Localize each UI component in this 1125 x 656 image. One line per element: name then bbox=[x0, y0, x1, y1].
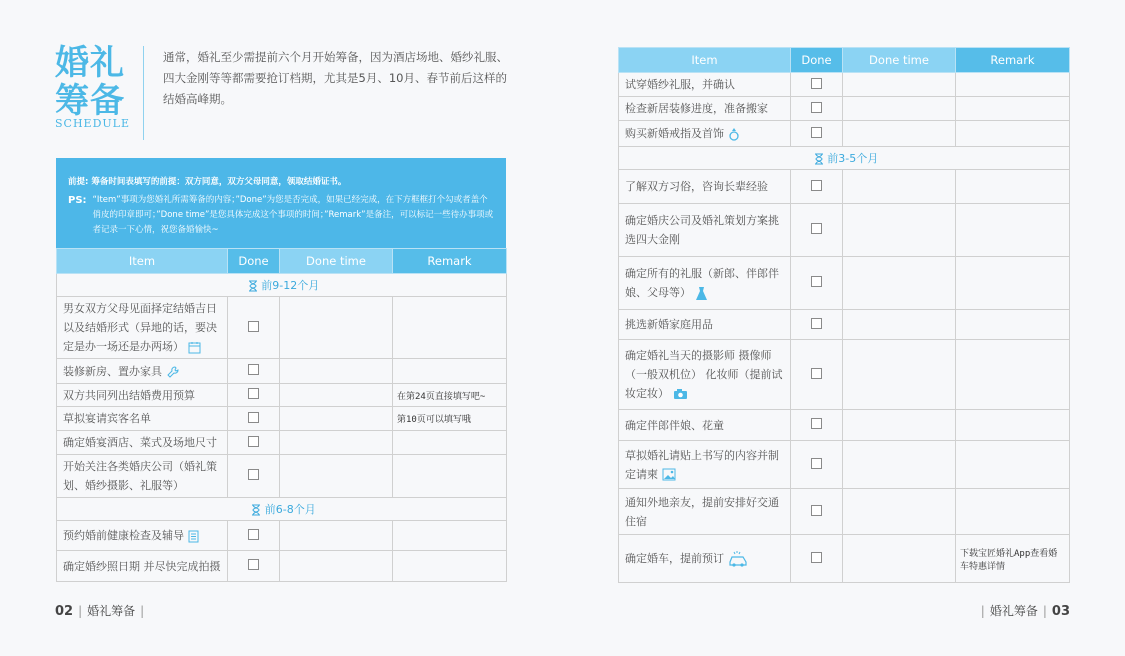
hourglass-icon bbox=[814, 153, 824, 165]
table-row bbox=[619, 410, 1070, 441]
item-text: 确定婚纱照日期 并尽快完成拍摄 bbox=[63, 559, 221, 573]
remark-cell[interactable] bbox=[956, 410, 1070, 441]
done-cell bbox=[791, 121, 843, 147]
item-cell bbox=[619, 121, 791, 147]
done-time-cell[interactable] bbox=[280, 551, 393, 582]
item-cell bbox=[619, 310, 791, 340]
remark-cell[interactable] bbox=[956, 489, 1070, 535]
hourglass-icon bbox=[248, 280, 258, 292]
done-time-cell[interactable] bbox=[843, 204, 956, 257]
item-cell bbox=[57, 407, 228, 431]
done-checkbox[interactable] bbox=[248, 321, 259, 332]
done-cell bbox=[791, 170, 843, 204]
col-header-done: Done bbox=[228, 249, 280, 274]
done-time-cell[interactable] bbox=[843, 489, 956, 535]
table-row bbox=[619, 170, 1070, 204]
table-row bbox=[619, 535, 1070, 583]
done-cell bbox=[228, 551, 280, 582]
item-cell bbox=[619, 535, 791, 583]
schedule-table-left bbox=[56, 248, 507, 582]
table-row bbox=[57, 551, 507, 582]
item-text: 开始关注各类婚庆公司（婚礼策划、婚纱摄影、礼服等） bbox=[63, 460, 217, 492]
section-label: 前6-8个月 bbox=[264, 503, 316, 516]
col-header-done: Done bbox=[791, 48, 843, 73]
ps-text: “Item”事项为您婚礼所需筹备的内容；”Done”为您是否完成，如果已经完成，在下方框框打个勾或者盖个俏皮的印章即可；”Done time”是您具体完成这个事项的时间；”Remark”是备注，可以标记一些待办事项或者记录一下心情，祝您备婚愉快~ bbox=[92, 195, 494, 235]
col-header-done-time: Done time bbox=[843, 48, 956, 73]
table-row bbox=[619, 204, 1070, 257]
done-checkbox[interactable] bbox=[811, 505, 822, 516]
done-cell bbox=[791, 73, 843, 97]
table-row bbox=[619, 257, 1070, 310]
done-time-cell[interactable] bbox=[843, 310, 956, 340]
hourglass-icon bbox=[251, 504, 261, 516]
table-row bbox=[619, 73, 1070, 97]
done-cell bbox=[791, 97, 843, 121]
remark-cell[interactable] bbox=[956, 340, 1070, 410]
footer-left: 02 | 婚礼筹备 | bbox=[55, 604, 145, 619]
title-line-2: 筹备 bbox=[55, 81, 125, 121]
done-cell bbox=[228, 359, 280, 384]
document-icon bbox=[188, 530, 199, 543]
item-text: 男女双方父母见面择定结婚吉日以及结婚形式（异地的话，要决定是办一场还是办两场） bbox=[63, 302, 217, 353]
done-cell bbox=[791, 535, 843, 583]
col-header-remark: Remark bbox=[393, 249, 507, 274]
item-cell bbox=[619, 441, 791, 489]
item-text: 检查新居装修进度，准备搬家 bbox=[625, 102, 768, 115]
done-checkbox[interactable] bbox=[248, 469, 259, 480]
done-checkbox[interactable] bbox=[248, 436, 259, 447]
item-cell bbox=[57, 455, 228, 498]
item-cell bbox=[57, 431, 228, 455]
done-time-cell[interactable] bbox=[843, 410, 956, 441]
done-cell bbox=[228, 455, 280, 498]
done-checkbox[interactable] bbox=[811, 368, 822, 379]
table-row bbox=[57, 384, 507, 407]
page-number: 03 bbox=[1051, 604, 1070, 619]
table-row bbox=[619, 441, 1070, 489]
table-row bbox=[619, 97, 1070, 121]
item-cell bbox=[619, 257, 791, 310]
camera-icon bbox=[673, 388, 688, 400]
remark-cell[interactable] bbox=[956, 441, 1070, 489]
remark-cell[interactable] bbox=[393, 359, 507, 384]
item-text: 确定婚礼当天的摄影师 摄像师（一般双机位） 化妆师（提前试妆定妆） bbox=[625, 349, 783, 400]
done-cell bbox=[228, 297, 280, 359]
done-time-cell[interactable] bbox=[280, 455, 393, 498]
remark-cell[interactable] bbox=[393, 551, 507, 582]
table-row bbox=[619, 310, 1070, 340]
done-time-cell[interactable] bbox=[843, 441, 956, 489]
title-line-1: 婚礼 bbox=[55, 43, 125, 83]
remark-cell[interactable] bbox=[956, 257, 1070, 310]
remark-cell[interactable] bbox=[956, 204, 1070, 257]
remark-cell[interactable] bbox=[956, 121, 1070, 147]
col-header-done-time: Done time bbox=[280, 249, 393, 274]
item-cell bbox=[57, 521, 228, 551]
table-row bbox=[57, 297, 507, 359]
table-row bbox=[57, 521, 507, 551]
done-cell bbox=[228, 521, 280, 551]
done-checkbox[interactable] bbox=[811, 458, 822, 469]
done-cell bbox=[791, 340, 843, 410]
done-time-cell[interactable] bbox=[280, 431, 393, 455]
remark-cell[interactable] bbox=[956, 73, 1070, 97]
ps-block bbox=[68, 193, 494, 238]
col-header-item: Item bbox=[57, 249, 228, 274]
done-checkbox[interactable] bbox=[811, 276, 822, 287]
remark-cell[interactable]: 第10页可以填写哦 bbox=[393, 407, 507, 431]
done-checkbox[interactable] bbox=[811, 102, 822, 113]
item-text: 确定婚车，提前预订 bbox=[625, 552, 724, 565]
image-icon bbox=[662, 468, 676, 481]
item-text: 确定婚庆公司及婚礼策划方案挑选四大金刚 bbox=[625, 214, 779, 246]
schedule-table-right bbox=[618, 47, 1070, 583]
done-checkbox[interactable] bbox=[248, 529, 259, 540]
item-cell bbox=[619, 97, 791, 121]
done-time-cell[interactable] bbox=[280, 359, 393, 384]
done-time-cell[interactable] bbox=[843, 535, 956, 583]
premise-note bbox=[56, 158, 506, 248]
done-cell bbox=[228, 407, 280, 431]
remark-cell[interactable]: 下载宝匠婚礼App查看婚车特惠详情 bbox=[956, 535, 1070, 583]
col-header-item: Item bbox=[619, 48, 791, 73]
table-row bbox=[57, 359, 507, 384]
remark-cell[interactable] bbox=[393, 455, 507, 498]
item-text: 草拟宴请宾客名单 bbox=[63, 412, 151, 425]
page-title bbox=[55, 44, 127, 120]
remark-cell[interactable] bbox=[956, 310, 1070, 340]
done-cell bbox=[791, 489, 843, 535]
item-cell bbox=[57, 297, 228, 359]
item-cell bbox=[619, 204, 791, 257]
done-checkbox[interactable] bbox=[811, 78, 822, 89]
remark-cell[interactable] bbox=[956, 97, 1070, 121]
footer-right: | 婚礼筹备 | 03 bbox=[980, 604, 1070, 619]
item-cell bbox=[57, 551, 228, 582]
table-row bbox=[57, 431, 507, 455]
item-cell bbox=[619, 340, 791, 410]
item-text: 双方共同列出结婚费用预算 bbox=[63, 388, 195, 402]
footer-label: 婚礼筹备 bbox=[87, 604, 136, 618]
table-row bbox=[619, 340, 1070, 410]
wrench-icon bbox=[166, 365, 180, 379]
remark-cell[interactable] bbox=[393, 521, 507, 551]
table-row bbox=[57, 455, 507, 498]
col-header-remark: Remark bbox=[956, 48, 1070, 73]
done-time-cell[interactable] bbox=[280, 384, 393, 407]
ps-label: PS: bbox=[68, 195, 87, 206]
item-text: 购买新婚戒指及首饰 bbox=[625, 127, 724, 140]
page-number: 02 bbox=[55, 604, 74, 619]
section-header bbox=[57, 274, 507, 297]
item-cell bbox=[619, 489, 791, 535]
done-time-cell[interactable] bbox=[843, 340, 956, 410]
done-cell bbox=[228, 384, 280, 407]
premise-text: 前提: 筹备时间表填写的前提：双方同意，双方父母同意，领取结婚证书。 bbox=[68, 177, 347, 187]
item-text: 预约婚前健康检查及辅导 bbox=[63, 529, 184, 542]
done-cell bbox=[791, 410, 843, 441]
item-text: 确定所有的礼服（新郎、伴郎伴娘、父母等） bbox=[625, 267, 779, 299]
item-cell bbox=[619, 170, 791, 204]
done-time-cell[interactable] bbox=[843, 97, 956, 121]
item-cell bbox=[57, 359, 228, 384]
item-cell bbox=[619, 73, 791, 97]
calendar-icon bbox=[188, 341, 201, 354]
done-time-cell[interactable] bbox=[280, 407, 393, 431]
table-row bbox=[619, 489, 1070, 535]
page-subtitle: SCHEDULE bbox=[55, 117, 130, 130]
section-label: 前3-5个月 bbox=[827, 152, 879, 165]
section-label: 前9-12个月 bbox=[261, 279, 320, 292]
done-cell bbox=[791, 441, 843, 489]
item-text: 确定婚宴酒店、菜式及场地尺寸 bbox=[63, 436, 217, 449]
item-text: 确定伴郎伴娘、花童 bbox=[625, 418, 724, 432]
done-cell bbox=[228, 431, 280, 455]
done-checkbox[interactable] bbox=[811, 223, 822, 234]
item-cell bbox=[57, 384, 228, 407]
item-text: 试穿婚纱礼服，并确认 bbox=[625, 78, 735, 91]
table-row bbox=[619, 121, 1070, 147]
done-time-cell[interactable] bbox=[843, 170, 956, 204]
item-text: 装修新房、置办家具 bbox=[63, 364, 162, 378]
section-header bbox=[57, 498, 507, 521]
done-checkbox[interactable] bbox=[248, 388, 259, 399]
item-text: 挑选新婚家庭用品 bbox=[625, 318, 713, 331]
table-header-row bbox=[57, 249, 507, 274]
item-text: 了解双方习俗，咨询长辈经验 bbox=[625, 180, 768, 193]
done-checkbox[interactable] bbox=[811, 180, 822, 191]
done-time-cell[interactable] bbox=[843, 121, 956, 147]
done-time-cell[interactable] bbox=[280, 297, 393, 359]
done-cell bbox=[791, 310, 843, 340]
item-text: 草拟婚礼请贴上书写的内容并制定请柬 bbox=[625, 448, 779, 481]
car-icon bbox=[728, 550, 748, 568]
intro-paragraph: 通常，婚礼至少需提前六个月开始筹备，因为酒店场地、婚纱礼服、四大金刚等等都需要抢订档期，尤其是5月、10月、春节前后这样的结婚高峰期。 bbox=[163, 50, 508, 106]
remark-cell[interactable] bbox=[393, 297, 507, 359]
done-time-cell[interactable] bbox=[280, 521, 393, 551]
done-checkbox[interactable] bbox=[811, 552, 822, 563]
item-cell bbox=[619, 410, 791, 441]
done-time-cell[interactable] bbox=[843, 257, 956, 310]
remark-cell[interactable] bbox=[393, 431, 507, 455]
done-checkbox[interactable] bbox=[811, 318, 822, 329]
done-cell bbox=[791, 204, 843, 257]
table-row bbox=[57, 407, 507, 431]
done-checkbox[interactable] bbox=[811, 418, 822, 429]
remark-cell[interactable]: 在第24页直接填写吧~ bbox=[393, 384, 507, 407]
title-divider bbox=[143, 46, 144, 140]
done-checkbox[interactable] bbox=[248, 412, 259, 423]
footer-label: 婚礼筹备 bbox=[989, 604, 1038, 618]
section-header bbox=[619, 147, 1070, 170]
done-checkbox[interactable] bbox=[248, 559, 259, 570]
done-cell bbox=[791, 257, 843, 310]
ring-icon bbox=[728, 127, 740, 141]
done-checkbox[interactable] bbox=[248, 364, 259, 375]
done-time-cell[interactable] bbox=[843, 73, 956, 97]
table-header-row bbox=[619, 48, 1070, 73]
dress-icon bbox=[695, 286, 708, 301]
done-checkbox[interactable] bbox=[811, 127, 822, 138]
item-text: 通知外地亲友，提前安排好交通住宿 bbox=[625, 495, 779, 528]
remark-cell[interactable] bbox=[956, 170, 1070, 204]
